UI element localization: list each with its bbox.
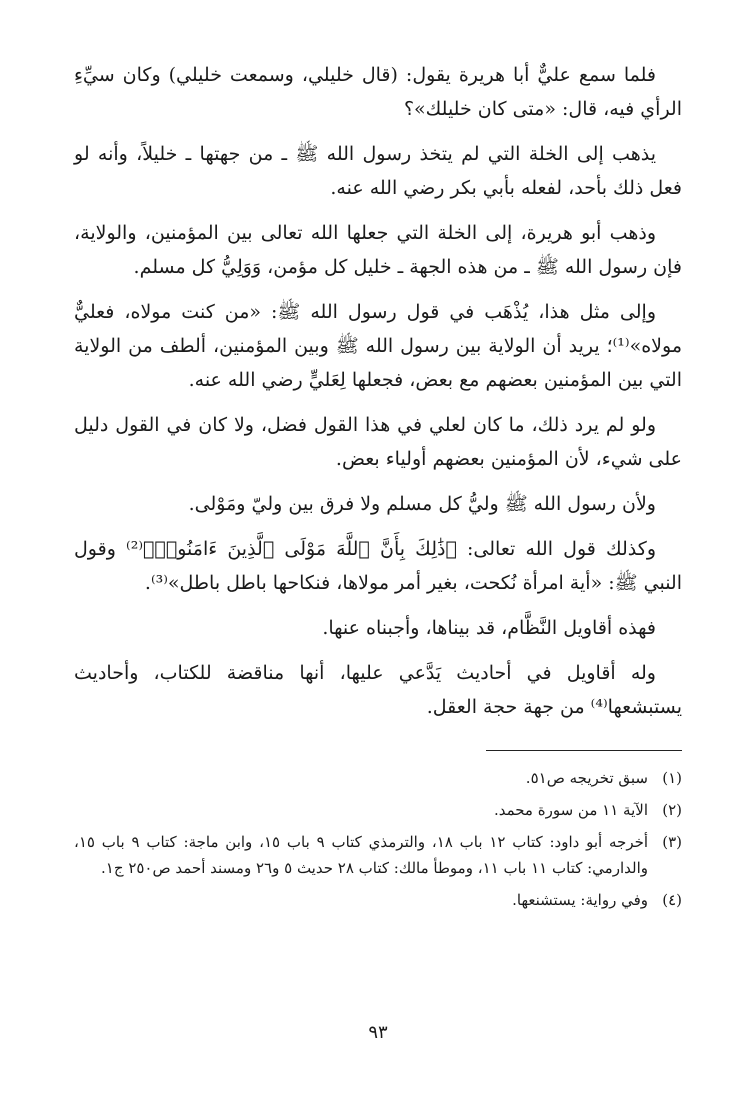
footnote-text: أخرجه أبو داود: كتاب ١٢ باب ١٨، والترمذي كتاب ٩ باب ١٥، وابن ماجة: كتاب ٩ باب ١٥، والدارمي: كتاب ١١ باب ١١، وموطأ مالك: كتاب ٢٨ حديث ٥ و٢٦ ومسند أحمد ص٢٥٠ ج١. [74,833,649,877]
footnote-number: (١) [662,769,682,787]
footnotes [74,765,682,913]
footnote-1 [74,765,682,791]
paragraph-5: ولو لم يرد ذلك، ما كان لعلي في هذا القول فضل، ولا كان في القول دليل على شيء، لأن المؤمنين بعضهم أولياء بعض. [74,414,682,470]
page-number: ٩٣ [368,1022,388,1043]
paragraph-2: يذهب إلى الخلة التي لم يتخذ رسول الله ﷺ ـ من جهتها ـ خليلاً، وأنه لو فعل ذلك بأحد، لفعله بأبي بكر رضي الله عنه. [74,143,682,199]
footnote-text: سبق تخريجه ص٥١. [525,769,648,787]
paragraph-4: وإلى مثل هذا، يُذْهَب في قول رسول الله ﷺ: «من كنت مولاه، فعليٌّ مولاه»⁽¹⁾؛ يريد أن الولاية بين رسول الله ﷺ وبين المؤمنين، ألطف من الولاية التي بين المؤمنين بعضهم مع بعض، فجعلها لِعَليٍّ رضي الله عنه. [74,301,682,391]
footnote-3 [74,829,682,881]
footnote-number: (٣) [662,833,682,851]
paragraph-9: وله أقاويل في أحاديث يَدَّعي عليها، أنها مناقضة للكتاب، وأحاديث يستبشعها⁽⁴⁾ من جهة حجة العقل. [74,662,682,718]
paragraph-3: وذهب أبو هريرة، إلى الخلة التي جعلها الله تعالى بين المؤمنين، والولاية، فإن رسول الله ﷺ ـ من هذه الجهة ـ خليل كل مؤمن، وَوَلِيُّ كل مسلم. [74,222,682,278]
paragraph-1: فلما سمع عليٌّ أبا هريرة يقول: (قال خليلي، وسمعت خليلي) وكان سيِّءِ الرأي فيه، قال: «متى كان خليلك»؟ [74,64,682,120]
paragraph-8: فهذه أقاويل النَّظَّام، قد بيناها، وأجبناه عنها. [322,617,656,639]
footnote-2 [74,797,682,823]
footnote-text: وفي رواية: يستشنعها. [512,891,648,909]
footnote-number: (٢) [662,801,682,819]
footnote-number: (٤) [662,891,682,909]
paragraph-7: وكذلك قول الله تعالى: ﴿ذَٰلِكَ بِأَنَّ ٱللَّهَ مَوْلَى ٱلَّذِينَ ءَامَنُوا۟﴾⁽²⁾ وقول النبي ﷺ: «أية امرأة نُكحت، بغير أمر مولاها، فنكاحها باطل باطل»⁽³⁾. [74,538,682,594]
footnote-divider [486,750,682,751]
footnote-text: الآية ١١ من سورة محمد. [493,801,648,819]
paragraph-6: ولأن رسول الله ﷺ وليُّ كل مسلم ولا فرق بين وليّ ومَوْلى. [188,493,656,515]
footnote-4 [74,887,682,913]
page-body [74,58,682,919]
